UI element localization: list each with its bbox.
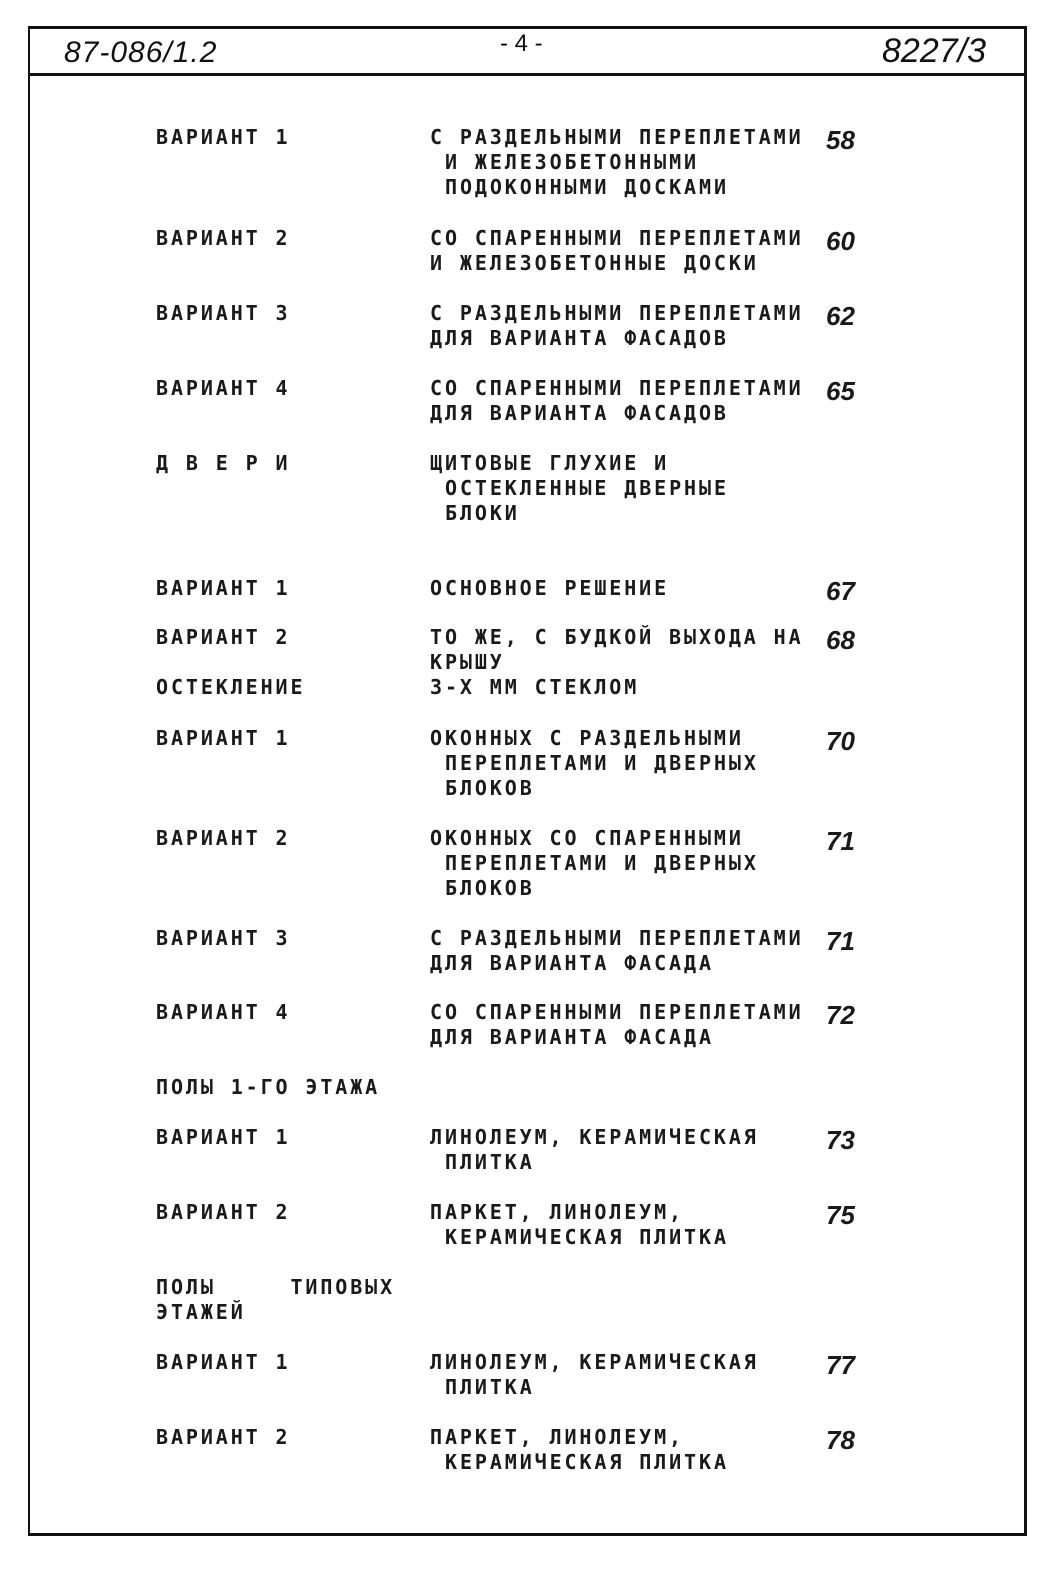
entry-description <box>430 1125 759 1175</box>
entry-description <box>430 376 804 426</box>
description-line: С РАЗДЕЛЬНЫМИ ПЕРЕПЛЕТАМИ <box>430 301 804 325</box>
description-line: ПОДОКОННЫМИ ДОСКАМИ <box>445 175 729 199</box>
entry-page-number: 68 <box>826 625 855 655</box>
description-line: ЩИТОВЫЕ ГЛУХИЕ И <box>430 451 670 475</box>
entry-description <box>430 1425 729 1475</box>
page-number: - 4 - <box>500 30 543 57</box>
description-line: КРЫШУ <box>430 650 505 674</box>
entry-page-number: 71 <box>826 826 855 856</box>
entry-label: ВАРИАНТ 3 <box>156 926 291 950</box>
entry-description <box>430 451 729 526</box>
entry-label: ВАРИАНТ 1 <box>156 125 291 149</box>
entry-label: ВАРИАНТ 2 <box>156 625 291 649</box>
description-line: ЛИНОЛЕУМ, КЕРАМИЧЕСКАЯ <box>430 1350 759 1374</box>
description-line: ПЕРЕПЛЕТАМИ И ДВЕРНЫХ <box>445 851 759 875</box>
entry-page-number: 62 <box>826 301 855 331</box>
sheet-number: 8227/3 <box>882 32 986 70</box>
entry-description <box>430 726 759 801</box>
description-line: СО СПАРЕННЫМИ ПЕРЕПЛЕТАМИ <box>430 1000 804 1024</box>
entry-description <box>430 576 669 601</box>
entry-label: ВАРИАНТ 1 <box>156 1350 291 1374</box>
entry-page-number: 77 <box>826 1350 855 1380</box>
description-line: СО СПАРЕННЫМИ ПЕРЕПЛЕТАМИ <box>430 226 804 250</box>
description-line: ПАРКЕТ, ЛИНОЛЕУМ, <box>430 1425 684 1449</box>
entry-page-number: 72 <box>826 1000 855 1030</box>
entry-page-number: 73 <box>826 1125 855 1155</box>
description-line: СО СПАРЕННЫМИ ПЕРЕПЛЕТАМИ <box>430 376 804 400</box>
entry-label: ВАРИАНТ 4 <box>156 1000 291 1024</box>
entry-label: ВАРИАНТ 2 <box>156 226 291 250</box>
entry-label: ОСТЕКЛЕНИЕ <box>156 675 306 699</box>
description-line: ОСНОВНОЕ РЕШЕНИЕ <box>430 576 670 600</box>
entry-label: ВАРИАНТ 3 <box>156 301 291 325</box>
description-line: БЛОКОВ <box>445 876 535 900</box>
entry-label: ПОЛЫ 1-ГО ЭТАЖА <box>156 1075 381 1099</box>
entry-label: ВАРИАНТ 1 <box>156 726 291 750</box>
entry-page-number: 75 <box>826 1200 855 1230</box>
description-line: ПЛИТКА <box>445 1150 535 1174</box>
description-line: ОКОННЫХ СО СПАРЕННЫМИ <box>430 826 744 850</box>
entry-page-number: 67 <box>826 576 855 606</box>
description-line: С РАЗДЕЛЬНЫМИ ПЕРЕПЛЕТАМИ <box>430 926 804 950</box>
description-line: ДЛЯ ВАРИАНТА ФАСАДОВ <box>430 401 729 425</box>
description-line: ПЛИТКА <box>445 1375 535 1399</box>
entry-page-number: 70 <box>826 726 855 756</box>
description-line: ДЛЯ ВАРИАНТА ФАСАДА <box>430 951 714 975</box>
entry-description <box>430 226 804 276</box>
description-line: 3-Х ММ СТЕКЛОМ <box>430 675 640 699</box>
entry-page-number: 60 <box>826 226 855 256</box>
entry-description <box>430 125 804 200</box>
description-line: ОСТЕКЛЕННЫЕ ДВЕРНЫЕ <box>445 476 729 500</box>
entry-description <box>430 826 759 901</box>
description-line: ТО ЖЕ, С БУДКОЙ ВЫХОДА НА <box>430 625 804 649</box>
description-line: ЛИНОЛЕУМ, КЕРАМИЧЕСКАЯ <box>430 1125 759 1149</box>
entry-label: ВАРИАНТ 2 <box>156 1200 291 1224</box>
description-line: И ЖЕЛЕЗОБЕТОННЫЕ ДОСКИ <box>430 251 759 275</box>
entry-label: ВАРИАНТ 1 <box>156 1125 291 1149</box>
entry-label: ВАРИАНТ 4 <box>156 376 291 400</box>
entry-description <box>430 1350 759 1400</box>
description-line: БЛОКОВ <box>445 776 535 800</box>
description-line: С РАЗДЕЛЬНЫМИ ПЕРЕПЛЕТАМИ <box>430 125 804 149</box>
entry-page-number: 78 <box>826 1425 855 1455</box>
entry-label: ВАРИАНТ 2 <box>156 1425 291 1449</box>
description-line: КЕРАМИЧЕСКАЯ ПЛИТКА <box>445 1450 729 1474</box>
description-line: ПЕРЕПЛЕТАМИ И ДВЕРНЫХ <box>445 751 759 775</box>
entry-description <box>430 1000 804 1050</box>
entry-page-number: 58 <box>826 125 855 155</box>
description-line: ОКОННЫХ С РАЗДЕЛЬНЫМИ <box>430 726 744 750</box>
entry-label: ПОЛЫ ТИПОВЫХ ЭТАЖЕЙ <box>156 1275 396 1324</box>
entry-page-number: 71 <box>826 926 855 956</box>
entry-description <box>430 301 804 351</box>
entry-label: ВАРИАНТ 2 <box>156 826 291 850</box>
entry-description <box>430 625 804 675</box>
entry-label: Д В Е Р И <box>156 451 291 475</box>
description-line: ДЛЯ ВАРИАНТА ФАСАДА <box>430 1025 714 1049</box>
description-line: И ЖЕЛЕЗОБЕТОННЫМИ <box>445 150 699 174</box>
description-line: ПАРКЕТ, ЛИНОЛЕУМ, <box>430 1200 684 1224</box>
entry-page-number: 65 <box>826 376 855 406</box>
entry-label: ВАРИАНТ 1 <box>156 576 291 600</box>
document-code: 87-086/1.2 <box>64 36 218 69</box>
entry-description <box>430 675 639 700</box>
entry-description <box>430 1200 729 1250</box>
header-divider <box>28 73 1024 76</box>
description-line: КЕРАМИЧЕСКАЯ ПЛИТКА <box>445 1225 729 1249</box>
entry-description <box>430 926 804 976</box>
description-line: ДЛЯ ВАРИАНТА ФАСАДОВ <box>430 326 729 350</box>
description-line: БЛОКИ <box>445 501 520 525</box>
